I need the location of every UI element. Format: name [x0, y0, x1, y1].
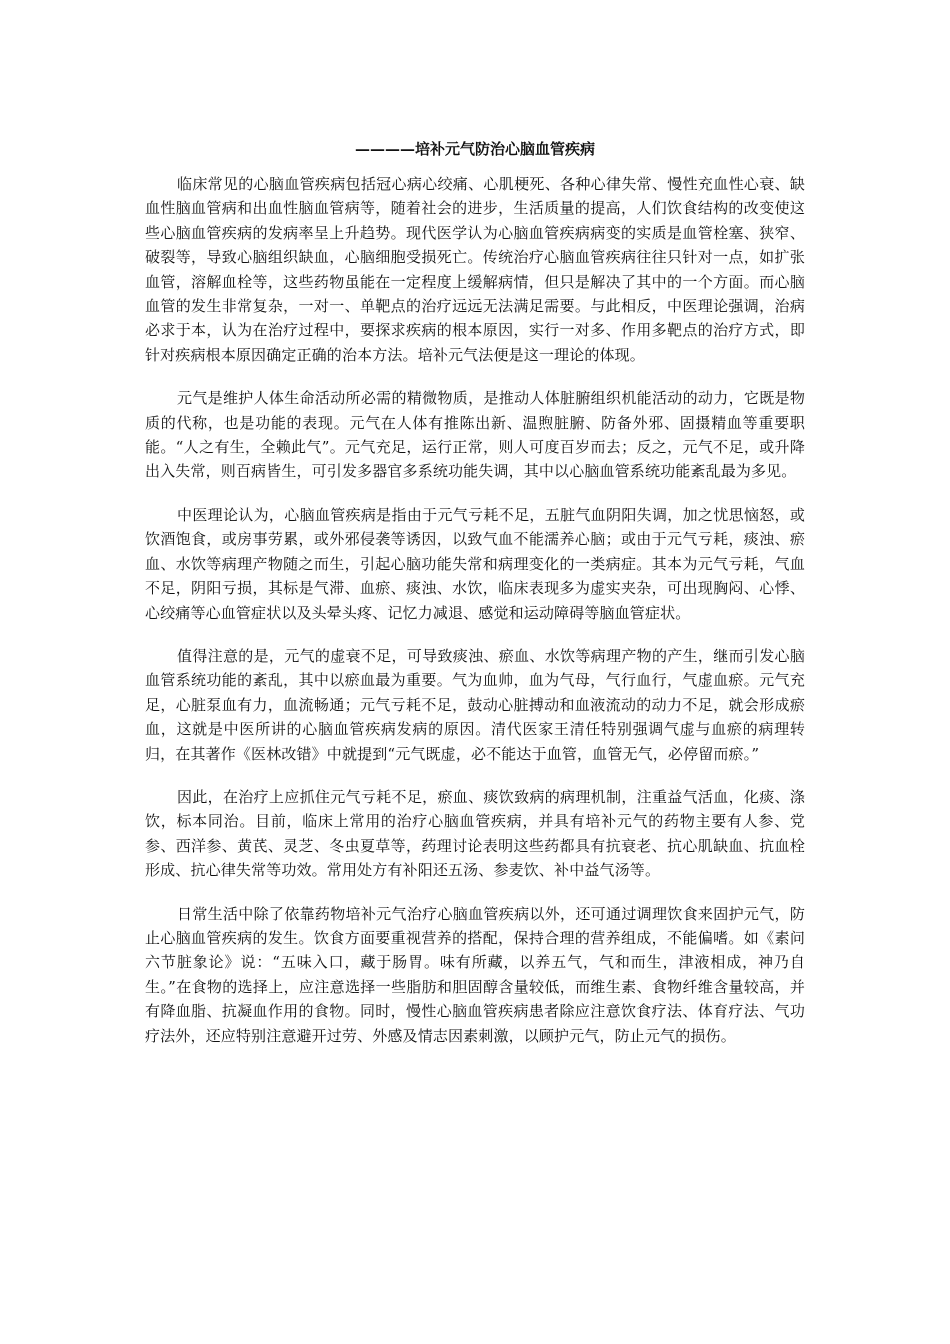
paragraph-1: 临床常见的心脑血管疾病包括冠心病心绞痛、心肌梗死、各种心律失常、慢性充血性心衰、缺血性脑血管病和出血性脑血管病等，随着社会的进步，生活质量的提高，人们饮食结构的改变使这些心脑血管疾病的发病率呈上升趋势。现代医学认为心脑血管疾病病变的实质是血管栓塞、狭窄、破裂等，导致心脑组织缺血，心脑细胞受损死亡。传统治疗心脑血管疾病往往只针对一点，如扩张血管，溶解血栓等，这些药物虽能在一定程度上缓解病情，但只是解决了其中的一个方面。而心脑血管的发生非常复杂，一对一、单靶点的治疗远远无法满足需要。与此相反，中医理论强调，治病必求于本，认为在治疗过程中，要探求疾病的根本原因，实行一对多、作用多靶点的治疗方式，即针对疾病根本原因确定正确的治本方法。培补元气法便是这一理论的体现。	[145, 175, 805, 364]
paragraph-6: 日常生活中除了依靠药物培补元气治疗心脑血管疾病以外，还可通过调理饮食来固护元气，防止心脑血管疾病的发生。饮食方面要重视营养的搭配，保持合理的营养组成，不能偏嗜。如《素问六节脏象论》说：“五味入口，藏于肠胃。味有所藏，以养五气，气和而生，津液相成，神乃自生。”在食物的选择上，应注意选择一些脂肪和胆固醇含量较低，而维生素、食物纤维含量较高，并有降血脂、抗凝血作用的食物。同时，慢性心脑血管疾病患者除应注意饮食疗法、体育疗法、气功疗法外，还应特别注意避开过劳、外感及情志因素刺激，以顾护元气，防止元气的损伤。	[145, 904, 805, 1045]
paragraph-2: 元气是维护人体生命活动所必需的精微物质，是推动人体脏腑组织机能活动的动力，它既是物质的代称，也是功能的表现。元气在人体有推陈出新、温煦脏腑、防备外邪、固摄精血等重要职能。“人之有生，全赖此气”。元气充足，运行正常，则人可度百岁而去；反之，元气不足，或升降出入失常，则百病皆生，可引发多器官多系统功能失调，其中以心脑血管系统功能紊乱最为多见。	[145, 389, 805, 481]
paragraph-3: 中医理论认为，心脑血管疾病是指由于元气亏耗不足，五脏气血阴阳失调，加之忧思恼怒，或饮酒饱食，或房事劳累，或外邪侵袭等诱因，以致气血不能濡养心脑；或由于元气亏耗，痰浊、瘀血、水饮等病理产物随之而生，引起心脑功能失常和病理变化的一类病症。其本为元气亏耗，气血不足，阴阳亏损，其标是气滞、血瘀、痰浊、水饮，临床表现多为虚实夹杂，可出现胸闷、心悸、心绞痛等心血管症状以及头晕头疼、记忆力减退、感觉和运动障碍等脑血管症状。	[145, 505, 805, 622]
paragraph-4: 值得注意的是，元气的虚衰不足，可导致痰浊、瘀血、水饮等病理产物的产生，继而引发心脑血管系统功能的紊乱，其中以瘀血最为重要。气为血帅，血为气母，气行血行，气虚血瘀。元气充足，心脏泵血有力，血流畅通；元气亏耗不足，鼓动心脏搏动和血液流动的动力不足，就会形成瘀血，这就是中医所讲的心脑血管疾病发病的原因。清代医家王清任特别强调气虚与血瘀的病理转归，在其著作《医林改错》中就提到“元气既虚，必不能达于血管，血管无气，必停留而瘀。”	[145, 646, 805, 763]
paragraph-5: 因此，在治疗上应抓住元气亏耗不足，瘀血、痰饮致病的病理机制，注重益气活血，化痰、涤饮，标本同治。目前，临床上常用的治疗心脑血管疾病，并具有培补元气的药物主要有人参、党参、西洋参、黄芪、灵芝、冬虫夏草等，药理讨论表明这些药都具有抗衰老、抗心肌缺血、抗血栓形成、抗心律失常等功效。常用处方有补阳还五汤、参麦饮、补中益气汤等。	[145, 787, 805, 880]
document-body	[145, 172, 805, 1067]
document-title: ————培补元气防治心脑血管疾病	[354, 140, 595, 158]
